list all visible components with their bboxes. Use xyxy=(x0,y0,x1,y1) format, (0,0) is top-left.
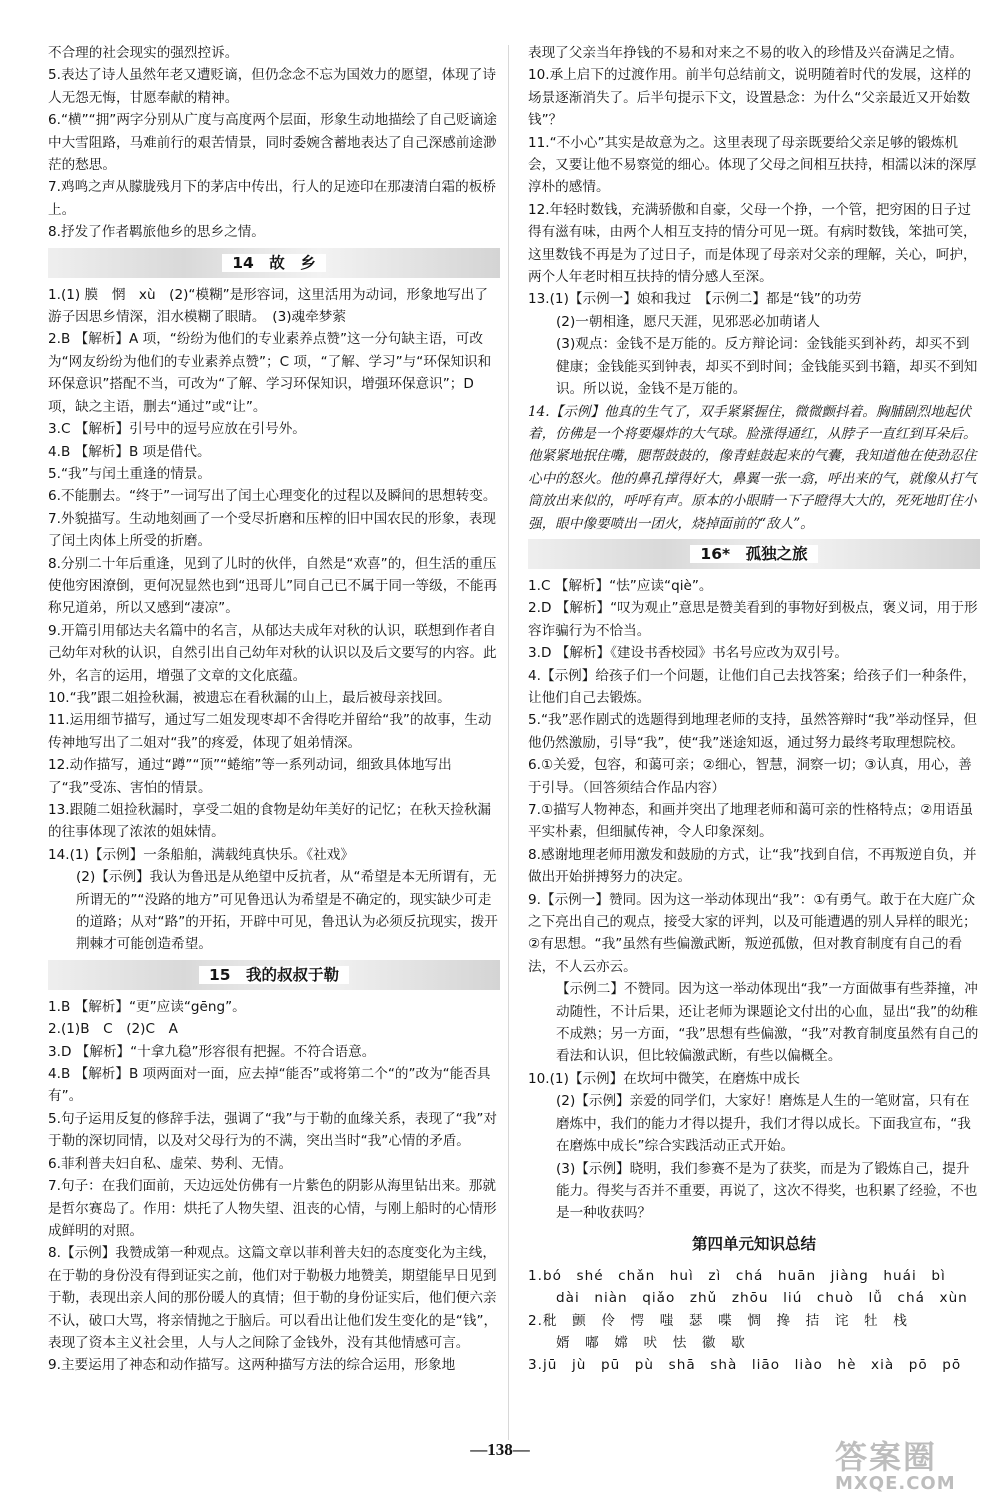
answer-line: 8.【示例】我赞成第一种观点。这篇文章以菲利普夫妇的态度变化为主线，在于勒的身份没有得到证实之前，他们对于勒极力地赞美，期望能早日见到于勒，表现出亲人间的那份暖人的真情；但于勒的身份证实后，他们便六亲不认，破口大骂，将亲情抛之于脑后。可以看出让他们发生变化的是“钱”，表现了资本主义社会里，人与人之间除了金钱外，没有其他情感可言。 xyxy=(48,1245,498,1351)
answer-line: (3)【示例】晓明，我们参赛不是为了获奖，而是为了锻炼自己，提升能力。得奖与否并不重要，再说了，这次不得奖，也积累了经验，不也是一种收获吗？ xyxy=(556,1160,978,1222)
answer-line: 13.(1)【示例一】娘和我过 【示例二】都是“钱”的功劳 xyxy=(528,291,862,308)
pinyin-line: 1.bó shé chǎn huì zì chá huān jiàng huái bì xyxy=(528,1267,946,1284)
answer-line: 6.菲利普夫妇自私、虚荣、势利、无情。 xyxy=(48,1155,293,1172)
answer-line: 6.①关爱，包容，和蔼可亲；②细心，智慧，洞察一切；③认真，用心，善于引导。（回答须结合作品内容） xyxy=(528,757,972,796)
answer-line: 3.D 【解析】“十拿九稳”形容很有把握。不符合语意。 xyxy=(48,1043,376,1060)
answer-line: 4.B 【解析】B 项是借代。 xyxy=(48,443,211,460)
answer-line: 表现了父亲当年挣钱的不易和对来之不易的收入的珍惜及兴奋满足之情。 xyxy=(528,45,963,61)
answer-line: 5.“我”恶作剧式的选题得到地理老师的支持，虽然答辩时“我”举动怪异，但他仍然激励，引导“我”，使“我”迷途知返，通过努力最终考取理想院校。 xyxy=(528,712,977,751)
section-title: 第四单元知识总结 xyxy=(682,1235,826,1253)
answer-line: 7.鸡鸣之声从朦胧残月下的茅店中传出，行人的足迹印在那凄清白霜的板桥上。 xyxy=(48,179,496,218)
answer-line: 1.B 【解析】“更”应读“gēng”。 xyxy=(48,998,246,1015)
answer-line: 7.①描写人物神态，和画并突出了地理老师和蔼可亲的性格特点；②用语虽平实朴素，但细腻传神，令人印象深刻。 xyxy=(528,802,974,841)
answer-line: 2.B 【解析】A 项，“纷纷为他们的专业素养点赞”这一分句缺主语，可改为“网友纷纷为他们的专业素养点赞”；C 项，“了解、学习”与“环保知识和环保意识”搭配不当，可改为“了解、学习环保知识，增强环保意识”；D 项，缺之主语，删去“通过”或“让”。 xyxy=(48,331,492,415)
answer-line: 11.运用细节描写，通过写二姐发现枣却不舍得吃并留给“我”的故事，生动传神地写出了二姐对“我”的疼爱，体现了姐弟情深。 xyxy=(48,712,492,751)
answer-line: 4.【示例】给孩子们一个问题，让他们自己去找答案；给孩子们一种条件，让他们自己去锻炼。 xyxy=(528,667,976,706)
answer-line: 8.抒发了作者羁旅他乡的思乡之情。 xyxy=(48,224,265,241)
character-line: 婿 嘟 嫦 吠 怯 徽 歇 xyxy=(556,1334,746,1351)
answer-line: 4.B 【解析】B 项两面对一面，应去掉“能否”或将第二个“的”改为“能否具有”。 xyxy=(48,1066,491,1105)
answer-line: 5.“我”与闰土重逢的情景。 xyxy=(48,465,211,482)
answer-line: 13.跟随二姐捡秋漏时，享受二姐的食物是幼年美好的记忆；在秋天捡秋漏的往事体现了浓浓的姐妹情。 xyxy=(48,802,492,841)
right-column xyxy=(528,42,980,1377)
answer-line: 11.“不小心”其实是故意为之。这里表现了母亲既要给父亲足够的锻炼机会，又要让他不易察觉的细心。体现了父母之间相互扶持，相濡以沫的深厚淳朴的感情。 xyxy=(528,134,977,196)
answer-line: (2)一朝相逢，愿尺天涯，见邪恶必加萌诸人 xyxy=(556,313,820,330)
answer-line: 【示例二】不赞同。因为这一举动体现出“我”一方面做事有些莽撞，冲动随性，不计后果，还让老师为课题论文付出的心血，显出“我”的幼稚不成熟；另一方面，“我”思想有些偏激，“我”对教育制度虽然有自己的看法和认识，但比较偏激武断，有些以偏概全。 xyxy=(556,981,979,1065)
answer-line: 7.句子：在我们面前，天边远处仿佛有一片紫色的阴影从海里钻出来。那就是哲尔赛岛了。作用：烘托了人物失望、沮丧的心情，与刚上船时的心情形成鲜明的对照。 xyxy=(48,1178,497,1239)
answer-line: 1.C 【解析】“怯”应读“qiè”。 xyxy=(528,577,713,594)
answer-line: (2)【示例】亲爱的同学们，大家好！磨炼是人生的一笔财富，只有在磨炼中，我们的能力才得以提升，我们才得以成长。下面我宣布，“我在磨炼中成长”综合实践活动正式开始。 xyxy=(556,1093,971,1155)
section-header-15 xyxy=(48,960,500,990)
answer-line: 2.(1)B C (2)C A xyxy=(48,1021,178,1038)
pinyin-line: dài niàn qiǎo zhǔ zhōu liú chuò lǚ chá xùn xyxy=(556,1290,968,1307)
handwritten-answer: 14.【示例】他真的生气了，双手紧紧握住，微微颤抖着。胸脯剧烈地起伏着，仿佛是一个将要爆炸的大气球。脸涨得通红，从脖子一直红到耳朵后。他紧紧地抿住嘴，腮帮鼓鼓的，像青蛙鼓起来的气囊，我知道他在使劲忍住心中的怒火。他的鼻孔撑得好大，鼻翼一张一翕，呼出来的气，就像从打气筒放出来似的，呼呼有声。原本的小眼睛一下子瞪得大大的，死死地盯住小强，眼中像要喷出一团火，烧掉面前的“敌人”。 xyxy=(528,403,977,532)
section-title: 16* 孤独之旅 xyxy=(690,545,817,563)
answer-line: 6.不能删去。“终于”一词写出了闰土心理变化的过程以及瞬间的思想转变。 xyxy=(48,488,497,505)
answer-line: 3.D 【解析】《建设书香校园》书名号应改为双引号。 xyxy=(528,645,849,662)
answer-line: 3.C 【解析】引号中的逗号应放在引号外。 xyxy=(48,421,306,438)
answer-line: 14.(1)【示例】一条船舶，满载纯真快乐。《社戏》 xyxy=(48,846,354,863)
section-title: 14 故 乡 xyxy=(222,254,326,272)
section-header-14 xyxy=(48,248,500,278)
watermark-logo xyxy=(835,1440,985,1495)
section-title: 15 我的叔叔于勒 xyxy=(199,966,349,984)
answer-line: 9.【示例一】赞同。因为这一举动体现出“我”：①有勇气。敢于在大庭广众之下亮出自己的观点，接受大家的评判，以及可能遭遇的别人异样的眼光；②有思想。“我”虽然有些偏激武断，叛逆孤傲，但对教育制度有自己的看法，不人云亦云。 xyxy=(528,891,977,975)
left-column xyxy=(48,42,500,1377)
answer-line: 8.感谢地理老师用激发和鼓励的方式，让“我”找到自信，不再叛逆自负，并做出开始拼搏努力的决定。 xyxy=(528,846,977,886)
section-header-16 xyxy=(528,539,980,569)
answer-line: 1.(1) 膜 惘 xù (2)“模糊”是形容词，这里活用为动词，形象地写出了游子因思乡情深，泪水模糊了眼睛。 (3)魂牵梦萦 xyxy=(48,286,488,326)
answer-line: 12.年轻时数钱，充满骄傲和自豪，父母一个挣，一个管，把穷困的日子过得有滋有味，由两个人相互支持的情分可见一斑。有病时数钱，笨拙可笑，这里数钱不再是为了过日子，而是体现了母亲对父亲的理解，关心，呵护，两个人年老时相互扶持的情分感人至深。 xyxy=(528,201,977,286)
answer-line: 5.表达了诗人虽然年老又遭贬谪，但仍念念不忘为国效力的愿望，体现了诗人无怨无悔，甘愿奉献的精神。 xyxy=(48,67,496,106)
answer-line: 5.句子运用反复的修辞手法，强调了“我”与于勒的血缘关系，表现了“我”对于勒的深切同情，以及对父母行为的不满，突出当时“我”心情的矛盾。 xyxy=(48,1110,497,1150)
answer-line: (2)【示例】我认为鲁迅是从绝望中反抗者，从“希望是本无所谓有，无所谓无的”“没路的地方”可见鲁迅认为希望是不确定的，现实缺少可走的道路；从对“路”的开拓，开辟中可见，鲁迅认为必须反抗现实，拨开荆棘才可能创造希望。 xyxy=(76,869,498,953)
section-header-summary xyxy=(528,1229,980,1259)
answer-line: 10.承上启下的过渡作用。前半句总结前文，说明随着时代的发展，这样的场景逐渐消失了。后半句提示下文，设置悬念：为什么“父亲最近又开始数钱”？ xyxy=(528,67,972,129)
answer-line: 7.外貌描写。生动地刻画了一个受尽折磨和压榨的旧中国农民的形象，表现了闰土肉体上所受的折磨。 xyxy=(48,510,496,550)
answer-line: 10.“我”跟二姐捡秋漏，被遗忘在看秋漏的山上，最后被母亲找回。 xyxy=(48,689,451,706)
answer-line: (3)观点：金钱不是万能的。反方辩论词：金钱能买到补药，却买不到健康；金钱能买到钟表，却买不到时间；金钱能买到书籍，却买不到知识。所以说，金钱不是万能的。 xyxy=(556,336,978,398)
answer-line: 2.D 【解析】“叹为观止”意思是赞美看到的事物好到极点，褒义词，用于形容诈骗行为不恰当。 xyxy=(528,600,978,639)
answer-line: 9.主要运用了神态和动作描写。这两种描写方法的综合运用，形象地 xyxy=(48,1357,456,1374)
answer-line: 9.开篇引用郁达夫名篇中的名言，从郁达夫成年对秋的认识，联想到作者自己幼年对秋的认识，自然引出自己幼年对秋的认识以及后文要写的内容。此外，名言的运用，增强了文章的文化底蕴。 xyxy=(48,622,497,684)
answer-line: 12.动作描写，通过“蹲”“顶”“蜷缩”等一系列动词，细致具体地写出了“我”受冻、害怕的情景。 xyxy=(48,757,452,796)
watermark-text-top: 答案圈 xyxy=(835,1438,938,1476)
answer-line: 不合理的社会现实的强烈控诉。 xyxy=(48,45,239,61)
answer-line: 8.分别二十年后重逢，见到了儿时的伙伴，自然是“欢喜”的，但生活的重压使他穷困潦倒，更何况显然也到“迅哥儿”同自己已不属于同一等级，不能再称兄道弟，所以又感到“凄凉”。 xyxy=(48,555,498,617)
column-divider xyxy=(508,45,509,1440)
answer-line: 6.“横”“拥”两字分别从广度与高度两个层面，形象生动地描绘了自己贬谪途中大雪阻路，马难前行的艰苦情景，同时委婉含蓄地表达了自己深感前途渺茫的愁思。 xyxy=(48,112,497,174)
answer-line: 10.(1)【示例】在坎坷中微笑，在磨炼中成长 xyxy=(528,1070,800,1087)
character-line: 2.秕 颤 伶 愕 嗤 瑟 喋 惆 搀 拮 诧 牡 栈 xyxy=(528,1312,908,1329)
watermark-text-bottom: MXQE.COM xyxy=(835,1473,956,1494)
page-number: —138— xyxy=(470,1440,530,1459)
pinyin-line: 3.jū jù pū pù shā shà liāo liào hè xià pō pō xyxy=(528,1357,962,1374)
